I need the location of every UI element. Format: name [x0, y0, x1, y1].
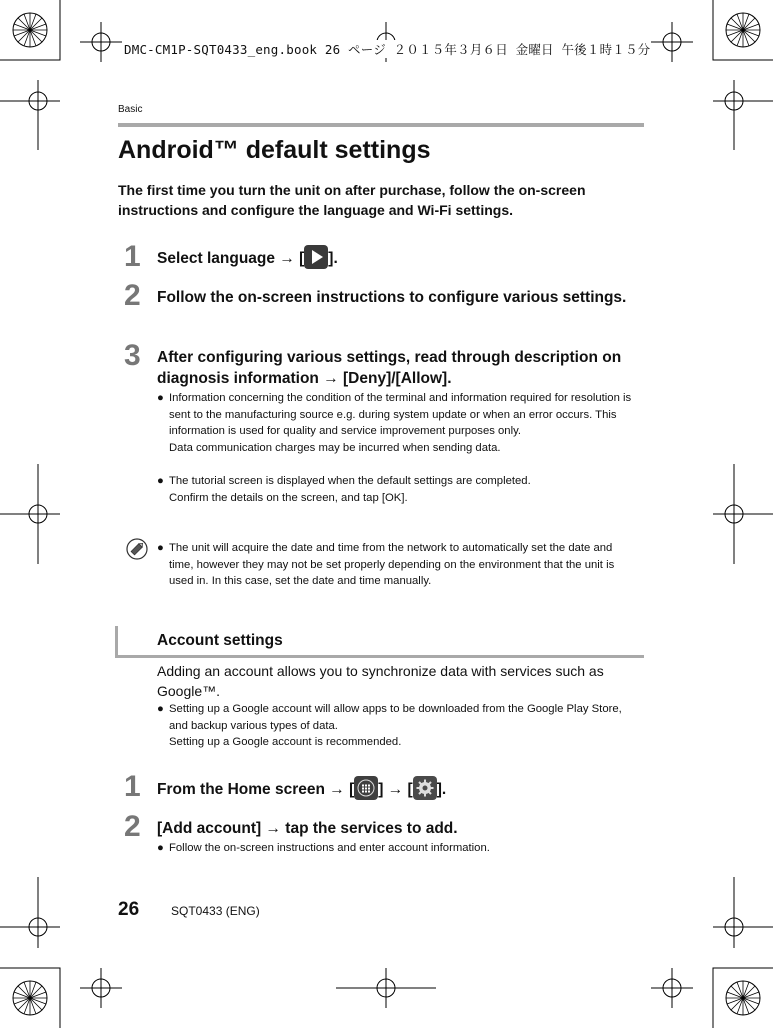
- starburst-mark-top-left: [13, 13, 47, 47]
- bullet-item: [157, 701, 639, 751]
- print-header: DMC-CM1P-SQT0433_eng.book 26 ページ ２０１５年３月６日 金曜日 午後１時１５分: [124, 42, 651, 57]
- account-step-1-part2: ] → [: [378, 781, 413, 799]
- bullet-dot: ●: [157, 703, 164, 715]
- document-code: SQT0433 (ENG): [171, 904, 260, 918]
- bullet-item: [157, 473, 639, 506]
- play-icon: [304, 245, 328, 269]
- bullet-subtext: Confirm the details on the screen, and tap [OK].: [169, 491, 408, 504]
- starburst-mark-bottom-left: [13, 981, 47, 1015]
- step-1-text-before: Select language → [: [157, 250, 305, 268]
- step-number: 1: [124, 770, 141, 803]
- step-number: 3: [124, 339, 141, 372]
- bullet-text: The tutorial screen is displayed when the default settings are completed.: [169, 475, 531, 487]
- account-settings-heading: Account settings: [157, 632, 283, 649]
- heading-bottom-rule: [115, 655, 644, 658]
- step-number: 1: [124, 240, 141, 273]
- crosshair-marks: [0, 22, 773, 1008]
- bullet-dot: ●: [157, 392, 164, 404]
- page-title: Android™ default settings: [118, 136, 431, 164]
- account-step-1-part1: From the Home screen → [: [157, 781, 355, 799]
- apps-grid-icon: [354, 776, 378, 800]
- heading-side-rule: [115, 626, 118, 658]
- step-number: 2: [124, 810, 141, 843]
- step-1-text-after: ].: [328, 250, 338, 268]
- step-number: 2: [124, 279, 141, 312]
- step-3-text: After configuring various settings, read through description on diagnosis information → [Deny]/[Allow].: [157, 349, 622, 387]
- note-item: [157, 540, 639, 590]
- bullet-item: [157, 840, 639, 857]
- bullet-dot: ●: [157, 475, 164, 487]
- step-2-text: Follow the on-screen instructions to configure various settings.: [157, 289, 627, 306]
- settings-gear-icon: [413, 776, 437, 800]
- section-label: Basic: [118, 104, 143, 115]
- account-step-1-part3: ].: [436, 781, 447, 799]
- bullet-dot: ●: [157, 542, 164, 554]
- note-text: The unit will acquire the date and time from the network to automatically set the date and time, however they may not be set properly depending on the environment that the unit is used in. In this case, set the date and time manually.: [169, 542, 615, 588]
- bullet-text: Setting up a Google account will allow apps to be downloaded from the Google Play Store, and backup various types of data.: [169, 703, 622, 732]
- account-step-2-text: [Add account] → tap the services to add.: [157, 820, 458, 837]
- intro-text: The first time you turn the unit on after purchase, follow the on-screen instructions and configure the language and Wi-Fi settings.: [118, 182, 586, 218]
- account-step-1-text: [157, 778, 642, 802]
- bullet-subtext: Data communication charges may be incurred when sending data.: [169, 441, 501, 454]
- account-body-text: Adding an account allows you to synchronize data with services such as Google™.: [157, 663, 604, 699]
- starburst-mark-top-right: [726, 13, 760, 47]
- bullet-item: [157, 390, 639, 456]
- starburst-mark-bottom-right: [726, 981, 760, 1015]
- section-rule: [118, 123, 644, 127]
- bullet-text: Information concerning the condition of the terminal and information required for resolution is sent to the manufacturing source e.g. during system update or when an error occurs. This information is used for quality and service improvement purposes only.: [169, 392, 632, 438]
- step-1-text: [157, 247, 642, 271]
- page-number: 26: [118, 899, 140, 920]
- bullet-text: Follow the on-screen instructions and enter account information.: [169, 842, 490, 854]
- pencil-icon: [126, 538, 148, 560]
- bullet-subtext: Setting up a Google account is recommended.: [169, 736, 402, 749]
- bullet-dot: ●: [157, 842, 164, 854]
